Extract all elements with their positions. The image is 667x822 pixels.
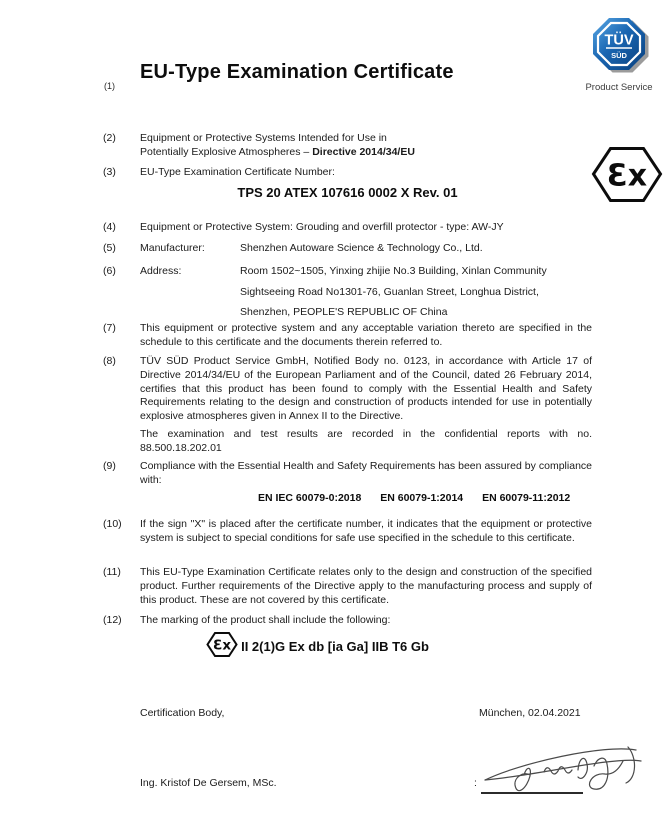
item-8 bbox=[103, 355, 592, 424]
item-9 bbox=[103, 460, 592, 488]
certification-body-label: Certification Body, bbox=[140, 707, 225, 719]
item-12-number: (12) bbox=[103, 614, 122, 626]
standard-ref: EN IEC 60079-0:2018 bbox=[258, 492, 362, 504]
item-1-number: (1) bbox=[104, 81, 115, 91]
ex-atex-symbol-icon bbox=[591, 146, 663, 203]
address-line: Shenzhen, PEOPLE'S REPUBLIC OF China bbox=[240, 306, 448, 319]
certificate-number: TPS 20 ATEX 107616 0002 X Rev. 01 bbox=[237, 185, 458, 200]
item-11-text: This EU-Type Examination Certificate relates only to the design and construction of the specified product. Further requirements of the Directive apply to the manufacturing process and supply of this product. These are not covered by this certificate. bbox=[140, 566, 592, 606]
product-marking bbox=[73, 631, 562, 658]
marking-code: II 2(1)G Ex db [ia Ga] IIB T6 Gb bbox=[241, 638, 429, 654]
signature-colon: : bbox=[474, 777, 477, 789]
item-4-number: (4) bbox=[103, 221, 116, 233]
signer-name: Ing. Kristof De Gersem, MSc. bbox=[140, 777, 277, 789]
item-8-note-text: The examination and test results are recorded in the confidential reports with no. 88.500.18.202.01 bbox=[140, 428, 592, 454]
item-3-text: EU-Type Examination Certificate Number: bbox=[140, 166, 335, 178]
item-7-number: (7) bbox=[103, 322, 116, 334]
page-title: EU-Type Examination Certificate bbox=[140, 61, 454, 83]
logo-sud-text: SÜD bbox=[611, 51, 627, 60]
tuv-sud-octagon-icon bbox=[589, 17, 649, 75]
item-5 bbox=[103, 242, 592, 256]
item-10 bbox=[103, 518, 592, 546]
standards-list bbox=[258, 492, 570, 506]
item-6-number: (6) bbox=[103, 265, 116, 277]
item-8-note-indent bbox=[103, 428, 140, 456]
item-7-text: This equipment or protective system and any acceptable variation thereto are specified in the schedule to this certificate and the documents therein referred to. bbox=[140, 322, 592, 348]
item-12 bbox=[103, 614, 592, 628]
item-8-note bbox=[103, 428, 592, 456]
ex-marking-glyph: Ɛx bbox=[213, 637, 232, 654]
item-10-number: (10) bbox=[103, 518, 122, 530]
manufacturer-label: Manufacturer: bbox=[140, 242, 205, 254]
item-3 bbox=[103, 166, 592, 180]
item-9-text: Compliance with the Essential Health and Safety Requirements has been assured by compliance with: bbox=[140, 460, 592, 486]
item-3-number: (3) bbox=[103, 166, 116, 178]
standard-ref: EN 60079-1:2014 bbox=[380, 492, 464, 504]
item-5-number: (5) bbox=[103, 242, 116, 254]
item-4-text: Equipment or Protective System: Grouding and overfill protector - type: AW-JY bbox=[140, 221, 504, 233]
handwritten-signature bbox=[482, 741, 647, 793]
item-10-text: If the sign "X" is placed after the certificate number, it indicates that the equipment or protective system is subject to special conditions for safe use specified in the schedule to this certificate. bbox=[140, 518, 592, 544]
item-2 bbox=[103, 132, 592, 160]
item-2-number: (2) bbox=[103, 132, 116, 144]
logo-caption: Product Service bbox=[585, 81, 653, 93]
standard-ref: EN 60079-11:2012 bbox=[482, 492, 571, 504]
item-11-number: (11) bbox=[103, 566, 121, 578]
item-4 bbox=[103, 221, 592, 235]
item-2-line2 bbox=[140, 146, 592, 160]
item-9-number: (9) bbox=[103, 460, 116, 472]
place-date: München, 02.04.2021 bbox=[479, 707, 581, 719]
item-2-line2-normal: Potentially Explosive Atmospheres – bbox=[140, 145, 313, 158]
directive-reference: Directive 2014/34/EU bbox=[312, 145, 415, 158]
item-2-line1: Equipment or Protective Systems Intended for Use in bbox=[140, 132, 387, 144]
address-line: Room 1502~1505, Yinxing zhijie No.3 Building, Xinlan Community bbox=[240, 265, 547, 277]
ex-symbol-glyph: Ɛx bbox=[606, 158, 648, 194]
item-2-text bbox=[140, 132, 592, 160]
tuv-sud-logo bbox=[583, 17, 655, 93]
address-line: Sightseeing Road No1301-76, Guanlan Street, Longhua District, bbox=[240, 285, 539, 298]
address-label: Address: bbox=[140, 265, 182, 277]
item-12-text: The marking of the product shall include the following: bbox=[140, 614, 391, 626]
ex-marking-symbol-icon bbox=[206, 631, 238, 658]
manufacturer-value: Shenzhen Autoware Science & Technology Co., Ltd. bbox=[240, 242, 483, 254]
item-6 bbox=[103, 261, 592, 323]
item-8-text: TÜV SÜD Product Service GmbH, Notified Body no. 0123, in accordance with Article 17 of Directive 2014/34/EU of the European Parliament and of the Council, dated 26 February 2014, certifies that this product has been found to comply with the Essential Health and Safety Requirements relating to the design and construction of products intended for use in potentially explosive atmospheres given in Annex II to the Directive. bbox=[140, 355, 592, 423]
item-7 bbox=[103, 322, 592, 350]
logo-tuv-text: TÜV bbox=[604, 32, 634, 49]
item-11 bbox=[103, 566, 592, 607]
item-8-number: (8) bbox=[103, 355, 116, 367]
address-value bbox=[240, 261, 547, 323]
